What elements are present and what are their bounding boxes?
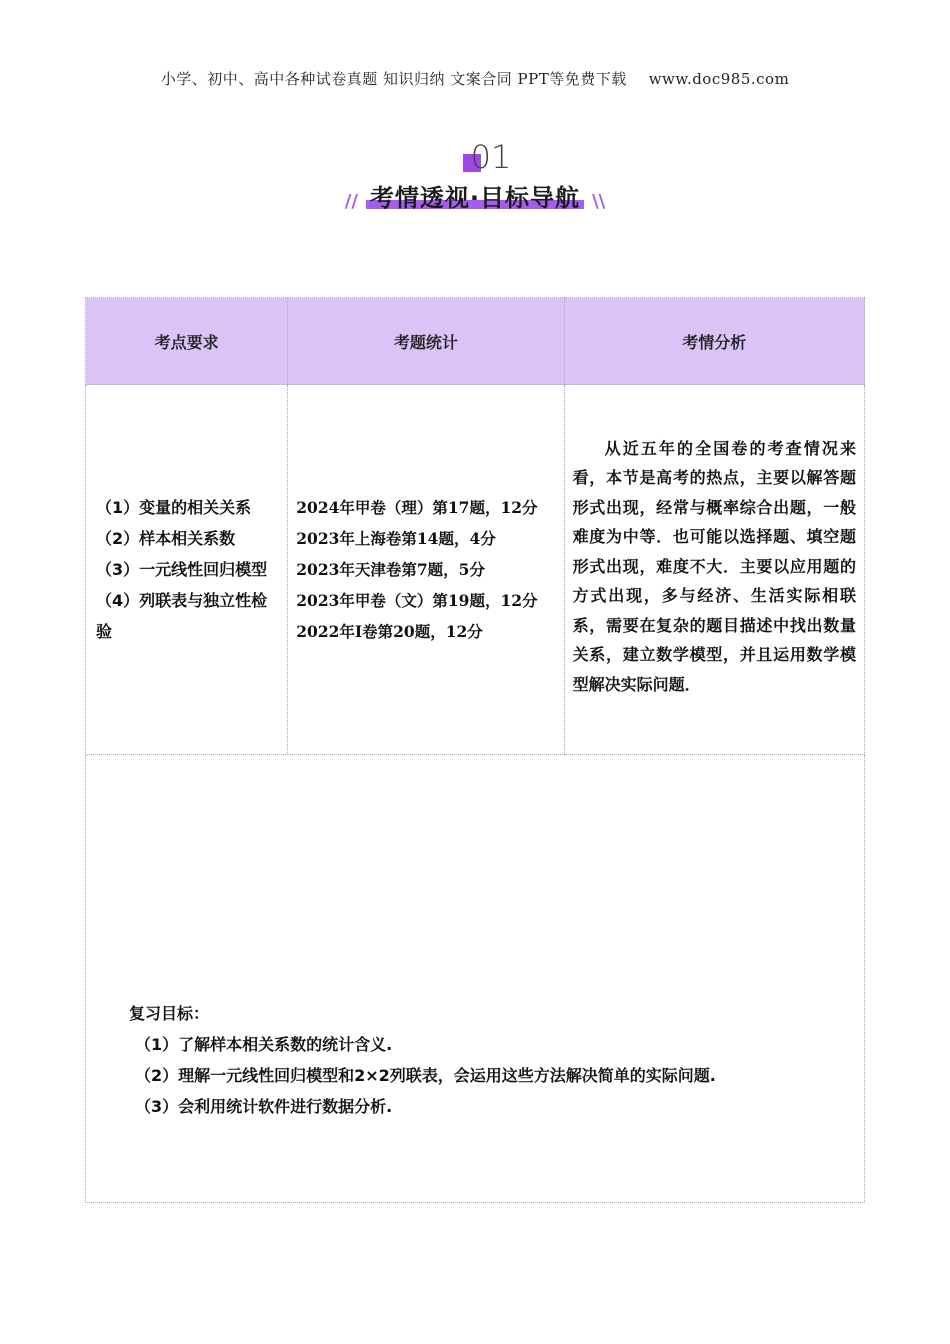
- section-number-text: 01: [470, 138, 512, 176]
- list-item: 2023年上海卷第14题，4分: [296, 529, 496, 548]
- list-item: （1）变量的相关关系: [96, 498, 252, 517]
- section-title-banner: [0, 178, 950, 213]
- header-text: 小学、初中、高中各种试卷真题 知识归纳 文案合同 PPT等免费下载: [160, 70, 627, 88]
- list-item: （4）列联表与独立性检验: [96, 591, 268, 641]
- list-item: 2022年I卷第20题，12分: [296, 622, 483, 641]
- stats-cell: [288, 385, 564, 755]
- header-stats: 考题统计: [288, 298, 564, 385]
- list-item: （1）了解样本相关系数的统计含义.: [135, 1034, 393, 1054]
- exam-analysis-table: [85, 297, 865, 1203]
- goals-cell: [86, 755, 865, 1203]
- analysis-cell: 从近五年的全国卷的考查情况来看，本节是高考的热点，主要以解答题形式出现，经常与概率综合出题，一般难度为中等．也可能以选择题、填空题形式出现，难度不大．主要以应用题的方式出现，多与经济、生活实际相联系，需要在复杂的题目描述中找出数量关系，建立数学模型，并且运用数学模型解决实际问题．: [564, 385, 864, 755]
- points-cell: [86, 385, 288, 755]
- header-points: 考点要求: [86, 298, 288, 385]
- table-data-row: [86, 385, 865, 755]
- goals-title: 复习目标：: [129, 1003, 210, 1023]
- list-item: 2023年甲卷（文）第19题，12分: [296, 591, 538, 610]
- goals-row: [86, 755, 865, 1203]
- header-analysis: 考情分析: [564, 298, 864, 385]
- left-slash-decoration: //: [344, 191, 358, 212]
- right-slash-decoration: \\: [592, 191, 606, 212]
- section-title: 考情透视·目标导航: [369, 184, 581, 212]
- list-item: （2）理解一元线性回归模型和2×2列联表，会运用这些方法解决简单的实际问题.: [135, 1065, 716, 1085]
- list-item: 2024年甲卷（理）第17题，12分: [296, 498, 538, 517]
- section-number: [0, 138, 950, 176]
- page-header: [0, 68, 950, 89]
- list-item: 2023年天津卷第7题，5分: [296, 560, 485, 579]
- table-header-row: [86, 298, 865, 385]
- list-item: （3）会利用统计软件进行数据分析.: [135, 1096, 393, 1116]
- header-url: www.doc985.com: [648, 70, 790, 88]
- list-item: （2）样本相关系数: [96, 529, 236, 548]
- list-item: （3）一元线性回归模型: [96, 560, 268, 579]
